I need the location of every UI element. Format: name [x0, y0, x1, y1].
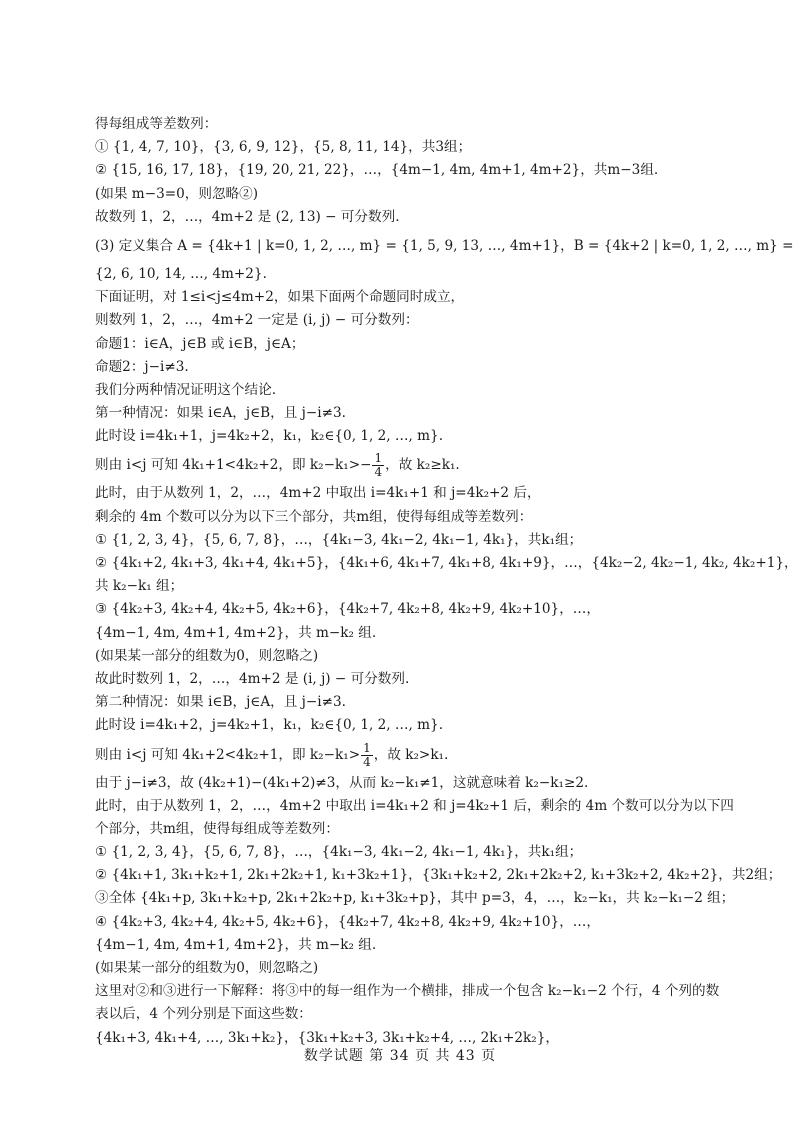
fraction-denominator: 4: [374, 465, 383, 480]
fraction-numerator: 1: [374, 451, 383, 466]
text-segment: 则由 i<j 可知 4k₁+1<4k₂+2，即 k₂−k₁>−: [95, 457, 372, 474]
text-line: 得每组成等差数列：: [95, 116, 218, 132]
fraction: [361, 742, 373, 769]
text-line: 此时，由于从数列 1，2，…，4m+2 中取出 i=4k₁+2 和 j=4k₂+1 后，剩余的 4m 个数可以分为以下四: [95, 797, 734, 814]
fraction-numerator: 1: [363, 740, 371, 755]
text-line: 此时设 i=4k₁+1，j=4k₂+2，k₁，k₂∈{0, 1, 2, …, m}.: [95, 428, 444, 445]
text-line: (如果 m−3=0，则忽略②): [95, 185, 259, 202]
text-segment: ，故 k₂≥k₁.: [385, 457, 460, 474]
fraction-line: [95, 738, 735, 772]
text-segment: 则由 i<j 可知 4k₁+2<4k₂+1，即 k₂−k₁>: [95, 746, 361, 763]
text-line: 命题2：j−i≠3.: [95, 358, 189, 375]
text-line: (3) 定义集合 A = {4k+1 | k=0, 1, 2, …, m} = {1, 5, 9, 13, …, 4m+1}，B = {4k+2 | k=0, 1, 2, …, m} =: [95, 237, 794, 254]
text-line: 共 k₂−k₁ 组；: [95, 578, 184, 595]
text-line: {4k₁+3, 4k₁+4, …, 3k₁+k₂}，{3k₁+k₂+3, 3k₁+k₂+4, …, 2k₁+2k₂}，: [95, 1029, 559, 1046]
text-line: ④ {4k₂+3, 4k₂+4, 4k₂+5, 4k₂+6}，{4k₂+7, 4k₂+8, 4k₂+9, 4k₂+10}，…，: [95, 913, 600, 930]
fraction-line: [95, 448, 735, 482]
text-line: ③ {4k₂+3, 4k₂+4, 4k₂+5, 4k₂+6}，{4k₂+7, 4k₂+8, 4k₂+9, 4k₂+10}，…，: [95, 601, 600, 618]
text-line: {4m−1, 4m, 4m+1, 4m+2}，共 m−k₂ 组.: [95, 624, 377, 641]
text-segment: ，故 k₂>k₁.: [373, 746, 449, 763]
text-line: ② {4k₁+1, 3k₁+k₂+1, 2k₁+2k₂+1, k₁+3k₂+1}，{3k₁+k₂+2, 2k₁+2k₂+2, k₁+3k₂+2, 4k₂+2}，共2组；: [95, 867, 782, 884]
text-line: 故数列 1，2，…，4m+2 是 (2, 13) − 可分数列.: [95, 208, 400, 225]
text-line: 表以后，4 个列分别是下面这些数：: [95, 1006, 312, 1023]
text-line: (如果某一部分的组数为0，则忽略之): [95, 647, 319, 664]
text-line: 剩余的 4m 个数可以分为以下三个部分，共m组，使得每组成等差数列：: [95, 508, 533, 525]
text-line: 故此时数列 1，2，…，4m+2 是 (i, j) − 可分数列.: [95, 670, 410, 687]
text-line: ② {4k₁+2, 4k₁+3, 4k₁+4, 4k₁+5}，{4k₁+6, 4k₁+7, 4k₁+8, 4k₁+9}，…，{4k₂−2, 4k₂−1, 4k₂, 4k₂+1}，: [95, 555, 798, 571]
text-line: ① {1, 4, 7, 10}，{3, 6, 9, 12}，{5, 8, 11, 14}，共3组；: [95, 139, 472, 156]
text-line: 命题1：i∈A，j∈B 或 i∈B，j∈A；: [95, 335, 305, 352]
text-line: 由于 j−i≠3，故 (4k₂+1)−(4k₁+2)≠3，从而 k₂−k₁≠1，这就意味着 k₂−k₁≥2.: [95, 774, 589, 791]
text-line: 这里对②和③进行一下解释：将③中的每一组作为一个横排，排成一个包含 k₂−k₁−2 个行，4 个列的数: [95, 983, 720, 1000]
text-line: ③全体 {4k₁+p, 3k₁+k₂+p, 2k₁+2k₂+p, k₁+3k₂+p}，其中 p=3，4，…，k₂−k₁，共 k₂−k₁−2 组；: [95, 890, 735, 907]
text-line: ① {1, 2, 3, 4}，{5, 6, 7, 8}，…，{4k₁−3, 4k₁−2, 4k₁−1, 4k₁}，共k₁组；: [95, 531, 583, 548]
page-footer: 数学试题 第 34 页 共 43 页: [303, 1048, 497, 1064]
text-line: ② {15, 16, 17, 18}，{19, 20, 21, 22}，…，{4m−1, 4m, 4m+1, 4m+2}，共m−3组.: [95, 162, 659, 179]
text-line: 个部分，共m组，使得每组成等差数列：: [95, 820, 339, 837]
text-line: 则数列 1，2，…，4m+2 一定是 (i, j) − 可分数列：: [95, 312, 419, 329]
text-line: 此时，由于从数列 1，2，…，4m+2 中取出 i=4k₁+1 和 j=4k₂+2 后，: [95, 485, 541, 502]
text-line: {2, 6, 10, 14, …, 4m+2}.: [95, 265, 267, 282]
text-line: 第二种情况：如果 i∈B，j∈A，且 j−i≠3.: [95, 694, 346, 711]
text-line: (如果某一部分的组数为0，则忽略之): [95, 960, 319, 976]
fraction-denominator: 4: [363, 754, 371, 769]
text-line: {4m−1, 4m, 4m+1, 4m+2}，共 m−k₂ 组.: [95, 936, 377, 953]
text-line: 下面证明，对 1≤i<j≤4m+2，如果下面两个命题同时成立，: [95, 289, 465, 306]
text-line: 此时设 i=4k₁+2，j=4k₂+1，k₁，k₂∈{0, 1, 2, …, m}.: [95, 717, 444, 734]
text-line: 我们分两种情况证明这个结论.: [95, 381, 277, 398]
fraction: [372, 452, 384, 479]
document-body: [95, 113, 798, 1050]
text-line: ① {1, 2, 3, 4}，{5, 6, 7, 8}，…，{4k₁−3, 4k₁−2, 4k₁−1, 4k₁}，共k₁组；: [95, 844, 583, 861]
text-line: 第一种情况：如果 i∈A，j∈B，且 j−i≠3.: [95, 405, 346, 422]
